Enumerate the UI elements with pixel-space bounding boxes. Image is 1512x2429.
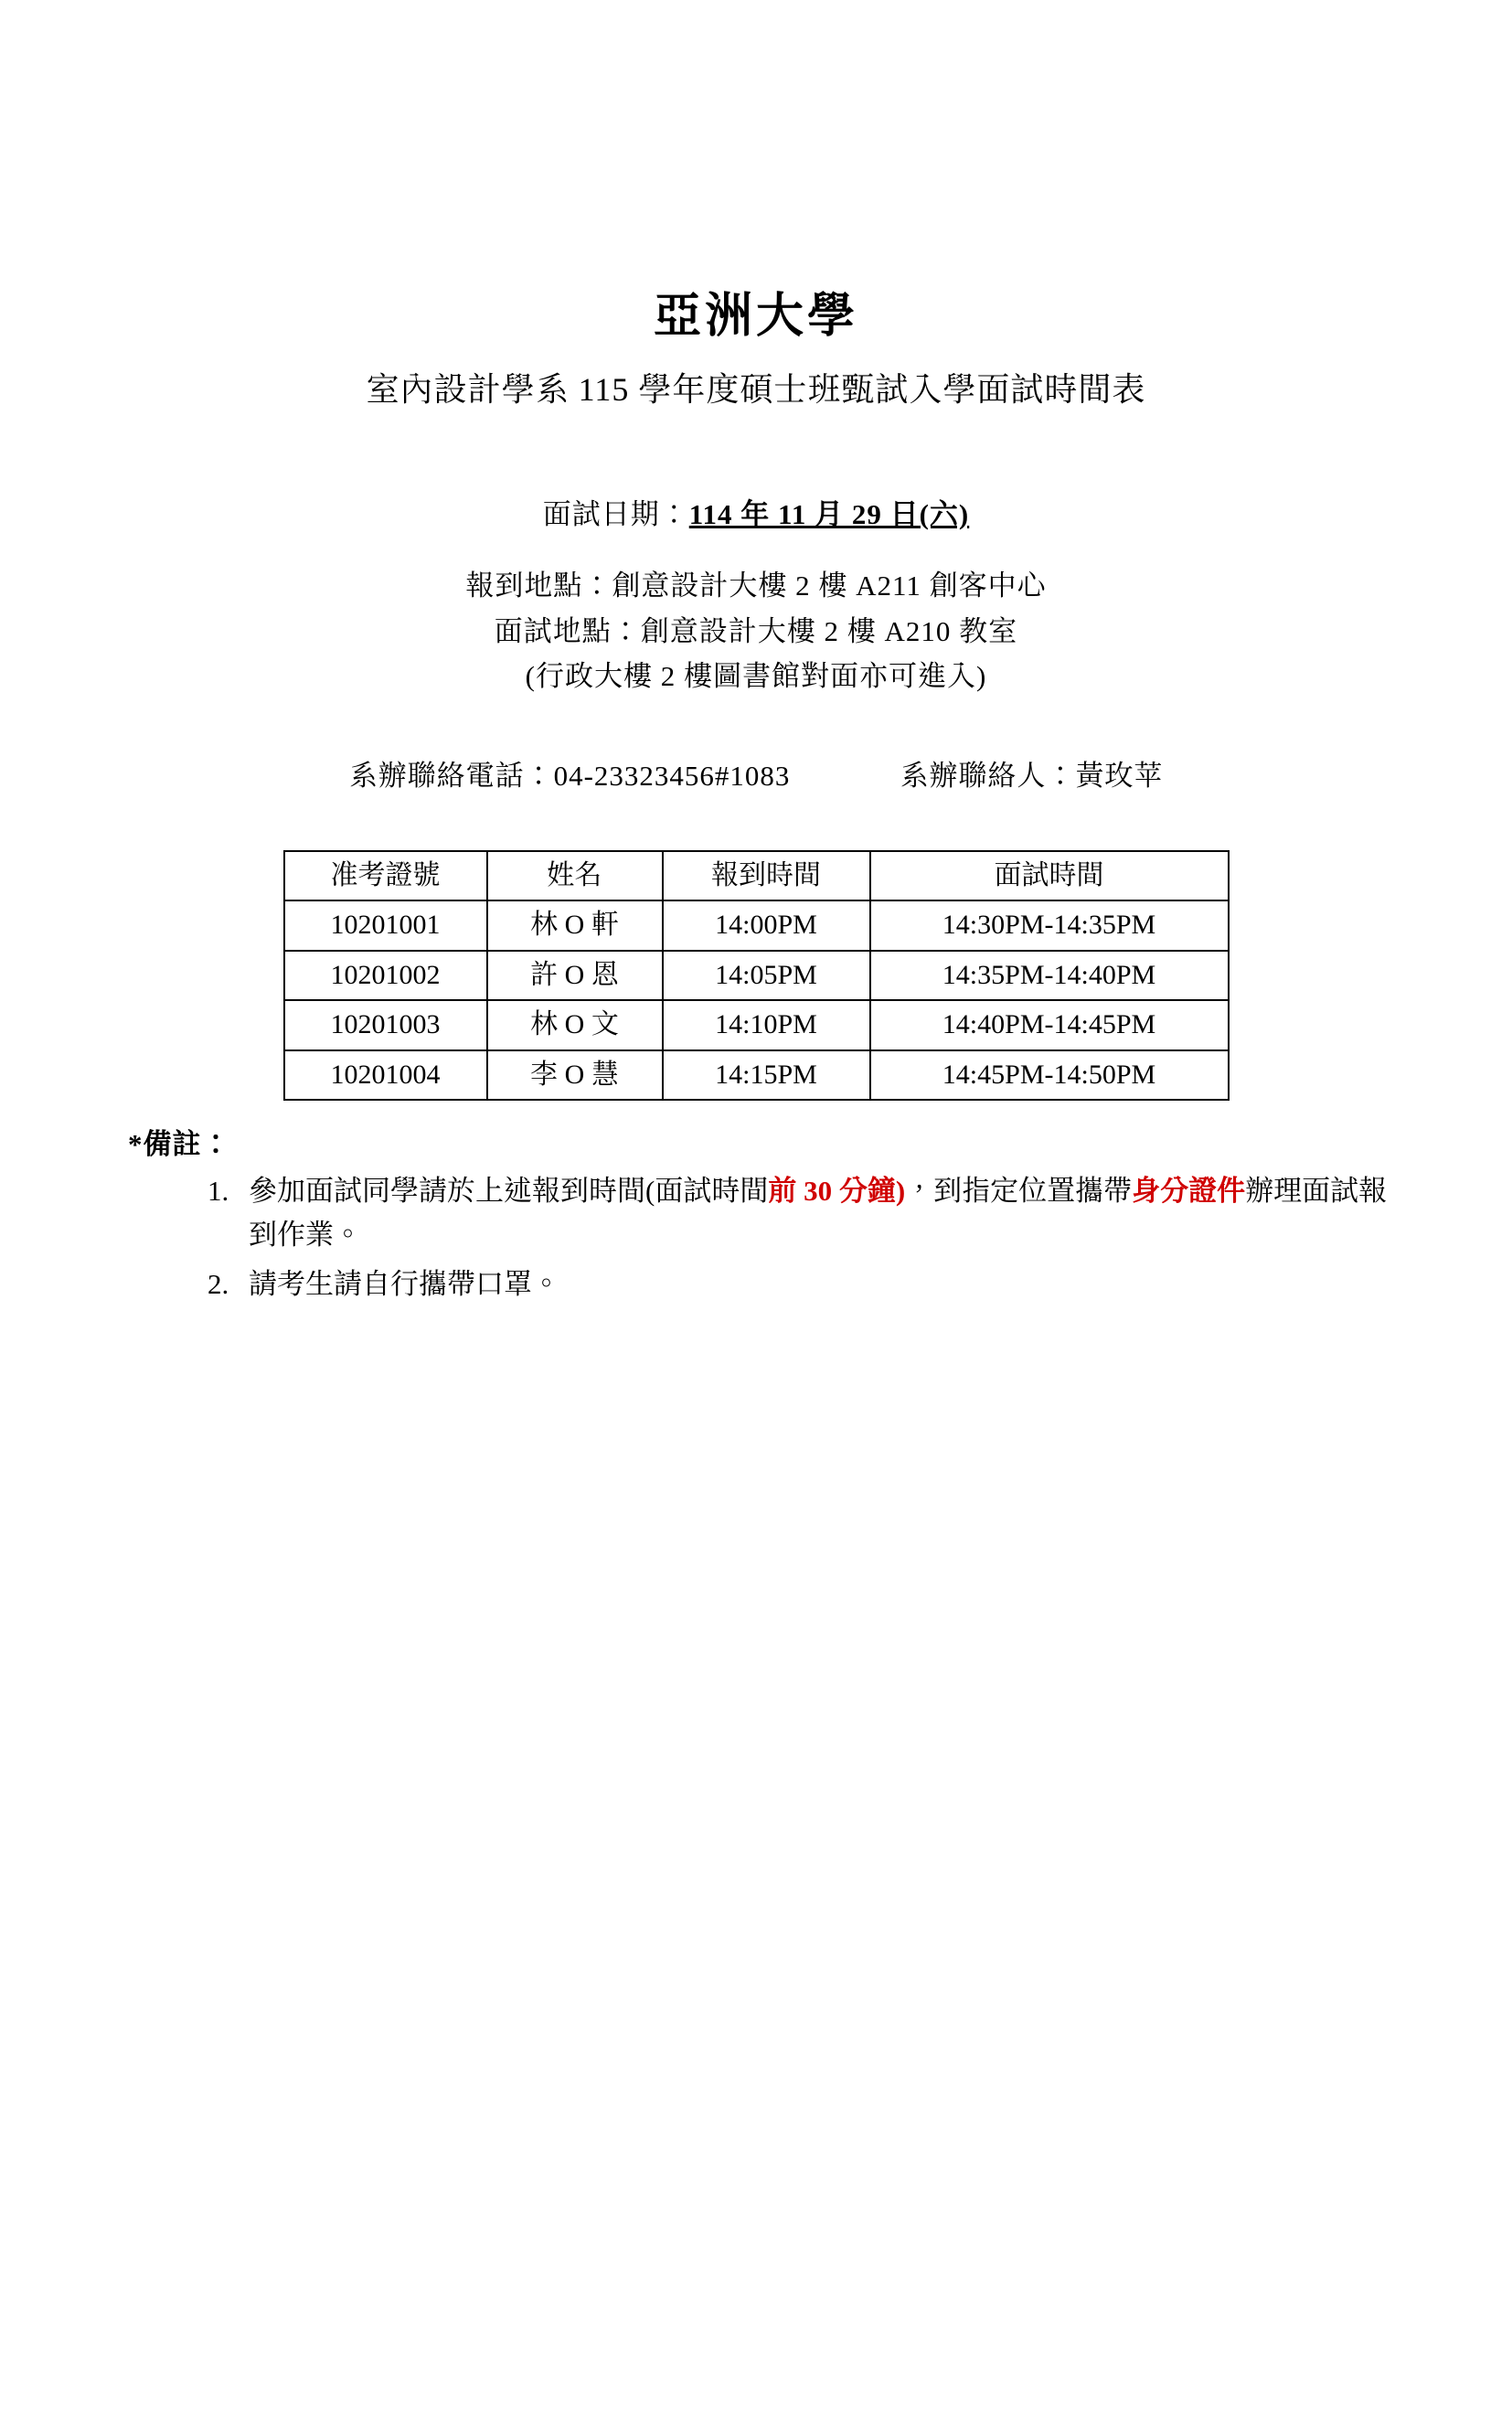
contact-row bbox=[0, 752, 1512, 794]
note-item-1 bbox=[236, 1169, 1402, 1257]
table-row bbox=[284, 951, 1229, 1001]
notes-list bbox=[128, 1169, 1402, 1306]
report-location: 報到地點：創意設計大樓 2 樓 A211 創客中心 bbox=[465, 569, 1047, 602]
table-header-row bbox=[284, 851, 1229, 901]
note-1-part1: 參加面試同學請於上述報到時間(面試時間 bbox=[249, 1175, 769, 1208]
cell-name: 林 O 軒 bbox=[487, 900, 663, 951]
column-header-name: 姓名 bbox=[487, 851, 663, 901]
interview-date-label: 面試日期： bbox=[542, 498, 689, 531]
location-note: (行政大樓 2 樓圖書館對面亦可進入) bbox=[525, 660, 987, 693]
cell-report-time: 14:05PM bbox=[663, 951, 870, 1001]
cell-exam-no: 10201002 bbox=[284, 951, 487, 1001]
note-item-2: 2. 請考生請自行攜帶口罩。 bbox=[236, 1262, 1402, 1306]
note-1-highlight-2: 身分證件 bbox=[1132, 1175, 1246, 1208]
office-contact-person: 系辦聯絡人：黃玫苹 bbox=[900, 759, 1164, 792]
cell-name: 林 O 文 bbox=[487, 1000, 663, 1050]
notes-section bbox=[0, 1121, 1512, 1306]
cell-exam-no: 10201001 bbox=[284, 900, 487, 951]
cell-interview-time: 14:35PM-14:40PM bbox=[870, 951, 1229, 1001]
column-header-interview-time: 面試時間 bbox=[870, 851, 1229, 901]
note-1-highlight-1: 前 30 分鐘) bbox=[768, 1175, 906, 1208]
note-1-part3: 辦理面試報到作業。 bbox=[249, 1175, 1388, 1252]
cell-exam-no: 10201004 bbox=[284, 1050, 487, 1101]
interview-location: 面試地點：創意設計大樓 2 樓 A210 教室 bbox=[494, 614, 1018, 647]
notes-title: *備註： bbox=[128, 1128, 231, 1161]
cell-exam-no: 10201003 bbox=[284, 1000, 487, 1050]
page-subtitle: 室內設計學系 115 學年度碩士班甄試入學面試時間表 bbox=[366, 371, 1146, 409]
cell-report-time: 14:00PM bbox=[663, 900, 870, 951]
cell-report-time: 14:15PM bbox=[663, 1050, 870, 1101]
table-row bbox=[284, 900, 1229, 951]
schedule-table bbox=[283, 850, 1230, 1102]
interview-date-line bbox=[0, 492, 1512, 538]
cell-interview-time: 14:40PM-14:45PM bbox=[870, 1000, 1229, 1050]
cell-report-time: 14:10PM bbox=[663, 1000, 870, 1050]
table-row bbox=[284, 1050, 1229, 1101]
note-1-part2: ，到指定位置攜帶 bbox=[905, 1175, 1133, 1208]
document-page bbox=[0, 291, 1512, 2429]
schedule-table-wrap bbox=[0, 850, 1512, 1102]
office-phone: 系辦聯絡電話：04-23323456#1083 bbox=[348, 759, 791, 792]
cell-name: 李 O 慧 bbox=[487, 1050, 663, 1101]
table-row bbox=[284, 1000, 1229, 1050]
interview-date-value: 114 年 11 月 29 日(六) bbox=[688, 498, 970, 531]
page-title: 亞洲大學 bbox=[653, 291, 858, 343]
cell-interview-time: 14:30PM-14:35PM bbox=[870, 900, 1229, 951]
column-header-exam-no: 准考證號 bbox=[284, 851, 487, 901]
column-header-report-time: 報到時間 bbox=[663, 851, 870, 901]
cell-interview-time: 14:45PM-14:50PM bbox=[870, 1050, 1229, 1101]
cell-name: 許 O 恩 bbox=[487, 951, 663, 1001]
meta-block bbox=[0, 492, 1512, 698]
